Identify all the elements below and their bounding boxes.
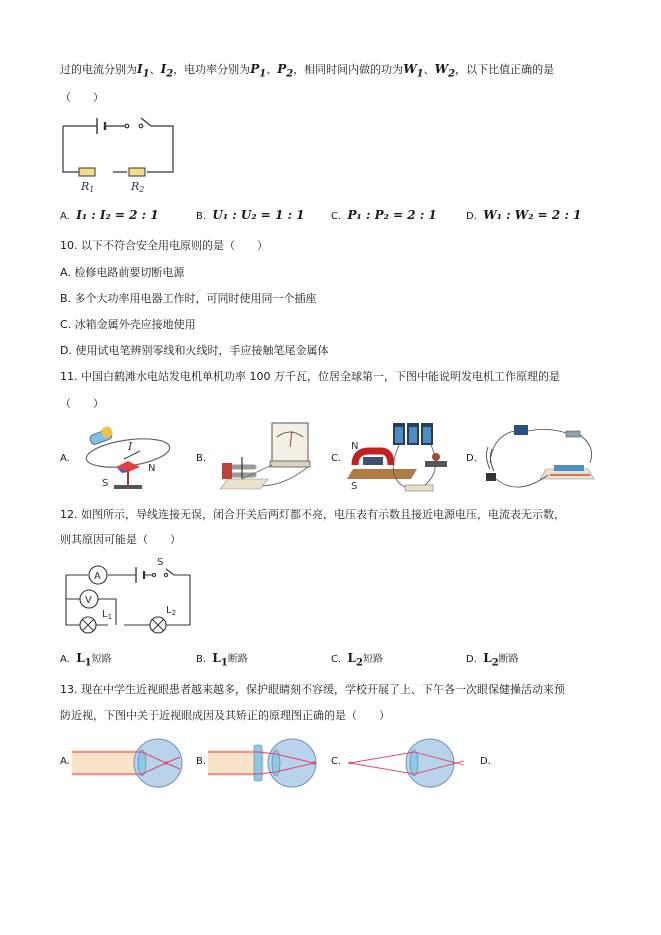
q9-option-b[interactable] xyxy=(196,208,305,224)
q10-option-a[interactable]: A. 检修电路前要切断电源 xyxy=(60,266,185,279)
q13-option-b[interactable]: B. xyxy=(196,756,207,767)
q9-option-c-expr: P₁ : P₂ = 2 : 1 xyxy=(347,208,437,222)
q11c-n-label: N xyxy=(351,441,359,452)
q9-option-d-expr: W₁ : W₂ = 2 : 1 xyxy=(483,208,582,222)
q11-stem: 11. 中国白鹤滩水电站发电机单机功率 100 万千瓦，位居全球第一，下图中能说明发电机工作原理的是 xyxy=(60,370,560,383)
q12-stem-line1: 12. 如图所示，导线连接无误，闭合开关后两灯都不亮，电压表有示数且接近电源电压，电流表无示数， xyxy=(60,508,565,521)
q10-option-c[interactable]: C. 冰箱金属外壳应接地使用 xyxy=(60,318,196,331)
q12-option-c-symbol: $L_2$ xyxy=(347,651,363,669)
q12-ammeter-label: A xyxy=(94,571,101,582)
q9-option-b-expr: U₁ : U₂ = 1 : 1 xyxy=(212,208,305,222)
q9-option-c[interactable] xyxy=(331,208,437,224)
q11a-s-label: S xyxy=(102,478,109,489)
q11-figure-a-oersted xyxy=(76,417,174,499)
q11c-s-label: S xyxy=(351,481,358,492)
q9-I2: $I_2$ xyxy=(160,62,174,80)
q9-stem-b: ，电功率分别为 xyxy=(173,63,251,76)
q9-stem-a: 过的电流分别为 xyxy=(60,63,137,76)
q9-W2: $W_2$ xyxy=(434,62,456,80)
q9-option-a[interactable] xyxy=(60,208,159,224)
q11-option-a[interactable]: A. xyxy=(60,453,70,464)
q11-figure-c-motor xyxy=(345,417,457,499)
q11-option-b[interactable]: B. xyxy=(196,453,207,464)
q13-stem-line2: 防近视，下图中关于近视眼成因及其矫正的原理图正确的是（ ） xyxy=(60,709,390,722)
q12-option-c-text: 短路 xyxy=(362,654,383,665)
q13-option-d[interactable]: D. xyxy=(480,756,491,767)
q9-sep2: 、 xyxy=(266,63,278,76)
q11a-n-label: N xyxy=(148,463,156,474)
q12-circuit-diagram xyxy=(58,555,198,635)
q13-figure-b-eye xyxy=(208,735,326,791)
q9-sep3: 、 xyxy=(423,63,435,76)
q10-option-b[interactable]: B. 多个大功率用电器工作时，可同时使用同一个插座 xyxy=(60,292,317,305)
q11-option-c[interactable]: C. xyxy=(331,453,342,464)
q9-option-d[interactable] xyxy=(466,208,581,224)
q12-l2-label: $L_2$ xyxy=(166,605,177,617)
q12-option-b[interactable]: B. $L_1$断路 xyxy=(196,651,248,669)
q11a-current-label: I xyxy=(128,440,133,453)
q9-option-d-letter: D. xyxy=(466,211,477,222)
q9-stem-d: ，以下比值正确的是 xyxy=(455,63,555,76)
q12-option-a-text: 短路 xyxy=(91,654,112,665)
q12-switch-label: S xyxy=(157,557,164,568)
q9-label-r2: R2 xyxy=(131,180,145,194)
q12-option-d-symbol: $L_2$ xyxy=(483,651,499,669)
q12-lamp-l1 xyxy=(80,617,96,633)
q9-label-r1: R1 xyxy=(81,180,95,194)
q12-option-c[interactable]: C. $L_2$短路 xyxy=(331,651,383,669)
q9-option-c-letter: C. xyxy=(331,211,342,222)
q9-paren: （ ） xyxy=(60,91,104,104)
q9-P2: $P_2$ xyxy=(277,62,294,80)
q10-option-d[interactable]: D. 使用试电笔辨别零线和火线时，手应接触笔尾金属体 xyxy=(60,344,329,357)
q9-sep1: 、 xyxy=(149,63,161,76)
q12-option-a-symbol: $L_1$ xyxy=(76,651,92,669)
q12-option-b-text: 断路 xyxy=(227,654,248,665)
q9-stem-c: ，相同时间内做的功为 xyxy=(293,63,404,76)
q11-option-d[interactable]: D. xyxy=(466,453,477,464)
q9-circuit-diagram xyxy=(55,112,185,197)
q9-I1: $I_1$ xyxy=(137,62,150,80)
q9-option-a-expr: I₁ : I₂ = 2 : 1 xyxy=(76,208,159,222)
q13-figure-a-eye xyxy=(72,735,190,791)
q9-resistor-r2 xyxy=(129,168,145,176)
q12-voltmeter-label: V xyxy=(85,595,92,606)
q12-lamp-l2 xyxy=(150,617,166,633)
q12-option-d[interactable]: D. $L_2$断路 xyxy=(466,651,519,669)
q11-figure-d-induction xyxy=(478,417,598,499)
q13-option-c[interactable]: C. xyxy=(331,756,342,767)
q12-option-b-symbol: $L_1$ xyxy=(212,651,228,669)
q11-paren: （ ） xyxy=(60,397,104,410)
q12-option-a[interactable]: A. $L_1$短路 xyxy=(60,651,112,669)
q13-figure-c-eye xyxy=(346,735,468,791)
q10-stem: 10. 以下不符合安全用电原则的是（ ） xyxy=(60,239,268,252)
q12-l1-label: $L_1$ xyxy=(102,609,113,621)
q13-option-a[interactable]: A. xyxy=(60,756,70,767)
q13-stem-line1: 13. 现在中学生近视眼患者越来越多，保护眼睛刻不容缓，学校开展了上、下午各一次眼保健操活动来预 xyxy=(60,683,565,696)
q9-P1: $P_1$ xyxy=(250,62,267,80)
q9-option-b-letter: B. xyxy=(196,211,207,222)
q9-stem xyxy=(60,62,554,81)
q9-W1: $W_1$ xyxy=(403,62,424,80)
q9-resistor-r1 xyxy=(79,168,95,176)
q12-stem-line2: 则其原因可能是（ ） xyxy=(60,533,181,546)
q12-option-d-text: 断路 xyxy=(498,654,519,665)
q9-option-a-letter: A. xyxy=(60,211,70,222)
q11-figure-b-galvanometer xyxy=(212,417,322,499)
